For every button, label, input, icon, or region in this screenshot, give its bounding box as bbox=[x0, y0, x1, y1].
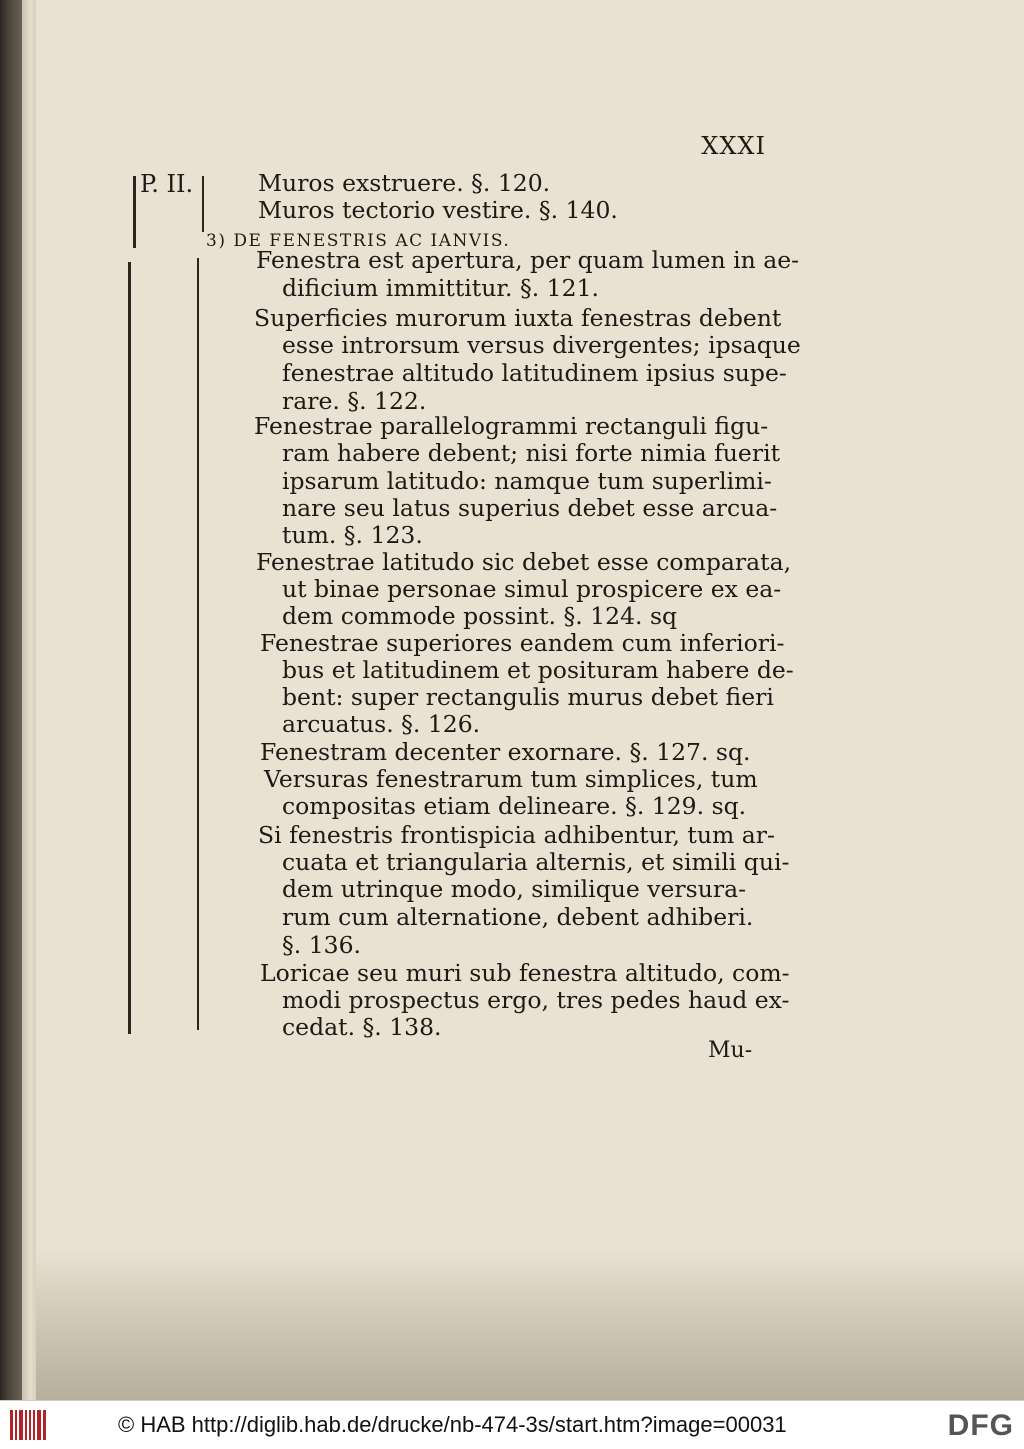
bracket-rule-inner-lower bbox=[197, 258, 199, 1030]
text-line: Superficies murorum iuxta fenestras debent bbox=[254, 304, 782, 332]
text-line: modi prospectus ergo, tres pedes haud ex- bbox=[282, 986, 790, 1014]
dfg-logo: DFG bbox=[947, 1409, 1014, 1442]
text-line: Fenestram decenter exornare. §. 127. sq. bbox=[260, 738, 751, 766]
text-line: Si fenestris frontispicia adhibentur, tum ar- bbox=[258, 821, 775, 849]
text-line: Muros exstruere. §. 120. bbox=[258, 169, 551, 197]
text-line: Fenestrae superiores eandem cum inferiori- bbox=[260, 629, 785, 657]
text-line: rare. §. 122. bbox=[282, 387, 427, 415]
hab-logo-icon bbox=[10, 1410, 46, 1440]
text-line: bent: super rectangulis murus debet fieri bbox=[282, 683, 774, 711]
text-line: dificium immittitur. §. 121. bbox=[282, 274, 599, 302]
bracket-rule-inner bbox=[202, 176, 204, 232]
text-line: ram habere debent; nisi forte nimia fuerit bbox=[282, 439, 781, 467]
text-line: Fenestra est apertura, per quam lumen in ae- bbox=[256, 246, 800, 274]
page-shadow bbox=[36, 1248, 1024, 1400]
catchword: Mu- bbox=[708, 1038, 753, 1063]
text-line: tum. §. 123. bbox=[282, 521, 423, 549]
text-line: arcuatus. §. 126. bbox=[282, 710, 481, 738]
text-line: ipsarum latitudo: namque tum superlimi- bbox=[282, 467, 772, 495]
text-line: fenestrae altitudo latitudinem ipsius supe- bbox=[282, 359, 787, 387]
text-line: nare seu latus superius debet esse arcua- bbox=[282, 494, 778, 522]
page-number: XXXI bbox=[701, 132, 766, 160]
bracket-rule-outer bbox=[133, 176, 136, 248]
text-line: bus et latitudinem et posituram habere de- bbox=[282, 656, 794, 684]
text-line: cuata et triangularia alternis, et simili qui- bbox=[282, 848, 790, 876]
text-line: ut binae personae simul prospicere ex ea- bbox=[282, 575, 782, 603]
footer-bar bbox=[0, 1400, 1024, 1449]
text-line: Loricae seu muri sub fenestra altitudo, com- bbox=[260, 959, 790, 987]
margin-label: P. II. bbox=[140, 170, 194, 198]
book-spine bbox=[0, 0, 22, 1400]
text-line: cedat. §. 138. bbox=[282, 1013, 442, 1041]
text-line: §. 136. bbox=[282, 931, 362, 959]
text-line: compositas etiam delineare. §. 129. sq. bbox=[282, 792, 747, 820]
text-line: Fenestrae latitudo sic debet esse comparata, bbox=[256, 548, 792, 576]
bracket-rule-outer-lower bbox=[128, 262, 131, 1034]
page-edge bbox=[22, 0, 36, 1400]
text-line: Muros tectorio vestire. §. 140. bbox=[258, 196, 618, 224]
section-heading: 3) DE FENESTRIS AC IANVIS. bbox=[206, 231, 511, 251]
text-line: Versuras fenestrarum tum simplices, tum bbox=[264, 765, 758, 793]
text-line: dem utrinque modo, similique versura- bbox=[282, 875, 747, 903]
text-line: dem commode possint. §. 124. sq bbox=[282, 602, 678, 630]
text-line: rum cum alternatione, debent adhiberi. bbox=[282, 903, 754, 931]
source-credit-link[interactable]: © HAB http://diglib.hab.de/drucke/nb-474-3s/start.htm?image=00031 bbox=[118, 1412, 787, 1437]
text-line: Fenestrae parallelogrammi rectanguli figu- bbox=[254, 412, 769, 440]
text-line: esse introrsum versus divergentes; ipsaque bbox=[282, 331, 801, 359]
